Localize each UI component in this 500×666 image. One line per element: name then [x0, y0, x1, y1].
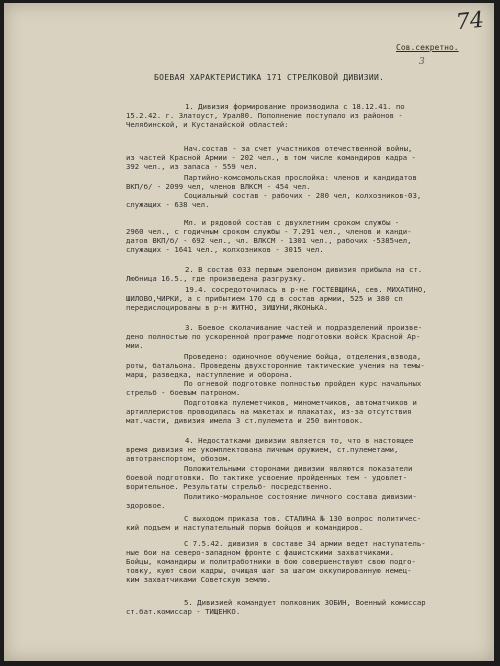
classification-stamp: Сов.секретно.: [396, 43, 459, 52]
text-line: ворительное. Результаты стрельб- посредственно.: [126, 482, 333, 491]
text-line: 2. В состав 0ЗЗ первым эшелоном дивизия прибыла на ст.: [185, 265, 423, 274]
text-line: мии.: [126, 341, 144, 350]
text-line: Мл. и рядовой состав с двухлетним сроком службы -: [184, 218, 400, 227]
text-line: С 7.5.42. дивизия в составе 34 армии ведет наступатель-: [184, 539, 426, 548]
text-line: По огневой подготовке полностью пройден курс начальных: [184, 379, 422, 388]
document-page: [4, 3, 494, 661]
text-line: датов ВКП/б/ - 692 чел., чл. ВЛКСМ - 1301 чел., рабочих -5385чел,: [126, 236, 412, 245]
text-line: мат.части, дивизия имела 3 ст.пулемета и 250 винтовок.: [126, 416, 364, 425]
text-line: кий подъем и наступательный порыв бойцов и командиров.: [126, 523, 364, 532]
text-line: служащих - 1641 чел., колхозников - 3015 чел.: [126, 245, 324, 254]
text-line: 4. Недостатками дивизии является то, что в настоящее: [185, 436, 414, 445]
text-line: С выходом приказа тов. СТАЛИНА № 130 вопрос политичес-: [184, 514, 422, 523]
text-line: автотранспортом, обозом.: [126, 454, 232, 463]
text-line: товку, куют свои кадры, очищая шаг за шагом оккупированную немец-: [126, 566, 412, 575]
text-line: ные бои на северо-западном фронте с фашистскими захватчиками.: [126, 548, 394, 557]
text-line: 392 чел., из запаса - 559 чел.: [126, 162, 258, 171]
text-line: служащих - 638 чел.: [126, 200, 210, 209]
text-line: Политико-моральное состояние личного состава дивизии-: [184, 492, 417, 501]
text-line: Любница 16.5., где произведена разгрузку.: [126, 274, 307, 283]
text-line: ВКП/б/ - 2099 чел, членов ВЛКСМ - 454 чел.: [126, 182, 311, 191]
text-line: 19.4. сосредоточилась в р-не ГОСТЕВЩИНА, сев. МИХАТИНО,: [185, 285, 427, 294]
text-line: 5. Дивизией командует полковник ЗОБИН, Военный комиссар: [184, 598, 426, 607]
text-line: 15.2.42. г. Златоуст, Урал80. Пополнение поступало из районов -: [126, 111, 403, 120]
text-line: Партийно-комсомольская прослойка: членов и кандидатов: [184, 173, 417, 182]
text-line: 3. Боевое сколачивание частей и подразделений произве-: [185, 323, 423, 332]
text-line: стрельб - боевым патроном.: [126, 388, 241, 397]
text-line: время дивизия не укомплектована личным оружием, ст.пулеметами,: [126, 445, 399, 454]
text-line: Бойцы, командиры и политработники в бою совершенствуют свою подго-: [126, 557, 416, 566]
text-line: роты, батальона. Проведены двухсторонние тактические учения на темы-: [126, 361, 425, 370]
archive-mark: 3: [419, 57, 425, 67]
text-line: дено полностью по ускоренной программе подготовки войск Красной Ар-: [126, 332, 421, 341]
page-number: 74: [454, 7, 486, 36]
text-line: Нач.состав - за счет участников отечественной войны,: [184, 144, 413, 153]
text-line: артиллеристов проводилась на макетах и плакатах, из-за отсутствия: [126, 407, 412, 416]
text-line: ким захватчиками Советскую землю.: [126, 575, 271, 584]
text-line: Социальный состав - рабочих - 280 чел, колхозников-03,: [184, 191, 422, 200]
text-line: ШИЛОВО,ЧИРКИ, а с прибытием 170 сд в состав армии, 525 и 380 сп: [126, 294, 403, 303]
text-line: здоровое.: [126, 501, 166, 510]
text-line: Подготовка пулеметчиков, минометчиков, автоматчиков и: [184, 398, 417, 407]
text-line: марш, разведка, наступление и оборона.: [126, 370, 293, 379]
text-line: 2960 чел., с годичным сроком службы - 7.291 чел., членов и канди-: [126, 227, 412, 236]
text-line: боевой подготовки. По тактике усвоение пройденных тем - удовлет-: [126, 473, 408, 482]
text-line: передислоцированы в р-н ЖИТНО, ЗИШУНИ,ЯКОНЬКА.: [126, 303, 329, 312]
text-line: из частей Красной Армии - 202 чел., в том числе командиров кадра -: [126, 153, 416, 162]
document-title: БОЕВАЯ ХАРАКТЕРИСТИКА 171 СТРЕЛКОВОЙ ДИВИЗИИ.: [154, 73, 385, 82]
text-line: Челябинской, и Кустанайской областей:: [126, 120, 289, 129]
text-line: ст.бат.комиссар - ТИЩЕНКО.: [126, 607, 241, 616]
text-line: Положительными сторонами дивизии являются показатели: [184, 464, 413, 473]
text-line: Проведено: одиночное обучение бойца, отделения,взвода,: [184, 352, 422, 361]
text-line: 1. Дивизия формирование производила с 18.12.41. по: [185, 102, 405, 111]
